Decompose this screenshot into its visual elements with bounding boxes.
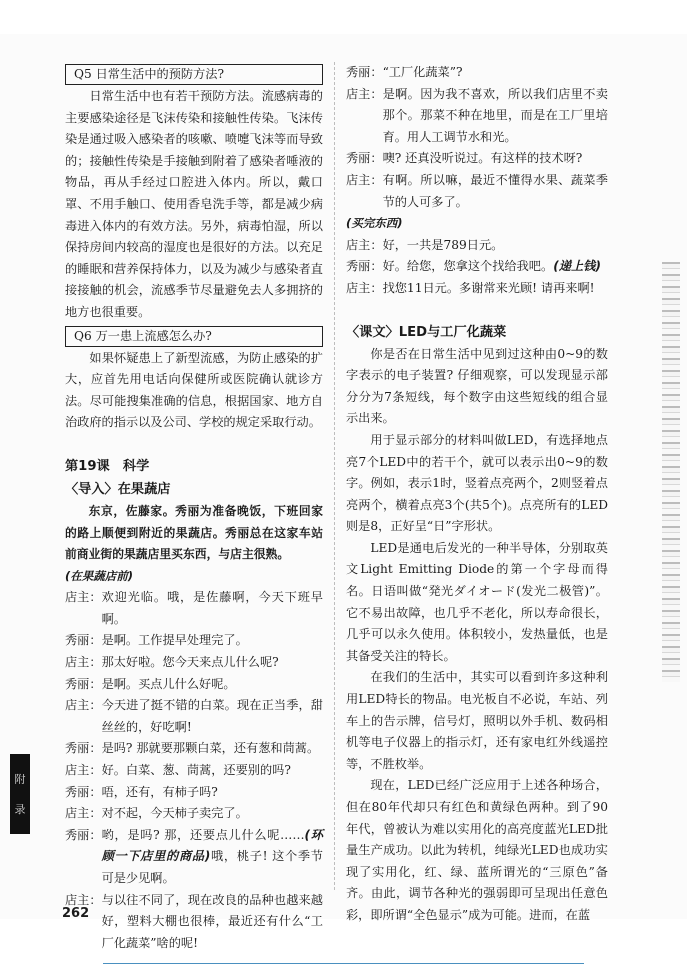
bottom-rule: [103, 963, 584, 964]
dialogue-text: 好。白菜、葱、茼蒿，还要别的吗?: [101, 763, 291, 778]
inline-stage-direction: (环顾一下店里的商品): [101, 827, 323, 864]
dialogue-line: [65, 760, 323, 782]
q6-heading: Q6 万一患上流感怎么办?: [74, 328, 212, 343]
inline-stage-direction: (递上钱): [553, 259, 601, 274]
dialogue-line: [346, 278, 608, 300]
speaker: 秀丽：: [65, 676, 102, 691]
body-paragraph: 你是否在日常生活中见到过这种由0~9的数字表示的电子装置? 仔细观察，可以发现显示部分分为7条短线，每个数字由这些短线的组合显示出来。: [346, 346, 608, 426]
q5-heading: Q5 日常生活中的预防方法?: [74, 67, 225, 81]
dialogue-line: [65, 803, 323, 825]
q6-heading-box: [65, 326, 323, 347]
intro-paragraph: 东京，佐藤家。秀丽为准备晚饭，下班回家的路上顺便到附近的果蔬店。秀丽总在这家车站前商业街的果蔬店里买东西，与店主很熟。: [65, 503, 323, 562]
speaker: 店主：: [65, 698, 102, 713]
dialogue-text: 那太好啦。您今天来点儿什么呢?: [101, 655, 279, 670]
dialogue-text: 今天进了挺不错的白菜。现在正当季，甜丝丝的，好吃啊!: [101, 698, 323, 734]
dialogue-text: 有啊。所以嘛，最近不懂得水果、蔬菜季节的人可多了。: [382, 172, 608, 209]
body-paragraph: 现在，LED已经广泛应用于上述各种场合，但在80年代却只有红色和黄绿色两种。到了90年代，曾被认为难以实用化的高亮度蓝光LED批量生产成功。以此为转机，纯绿光LED也成功实现了实用化，红、绿、蓝所谓光的“三原色”备齐。由此，调节各种光的强弱即可呈现出任意色彩，即所谓“全色显示”成为可能。进而，在蓝: [346, 778, 608, 922]
dialogue-text: 好，一共是789日元。: [382, 237, 504, 252]
speaker: 秀丽：: [65, 827, 102, 842]
dialogue-line: [65, 890, 323, 955]
speaker: 秀丽：: [346, 259, 383, 274]
dialogue-text: 与以往不同了，现在改良的品种也越来越好，塑料大棚也很棒，最近还有什么“工厂化蔬菜”啥的呢!: [101, 892, 323, 950]
speaker: 秀丽：: [65, 741, 102, 756]
stage-direction: (买完东西): [346, 216, 403, 231]
dialogue-text: [383, 256, 608, 278]
speaker: 店主：: [346, 280, 383, 295]
lesson-title: 第19课 科学: [65, 458, 150, 474]
dialogue-line: [65, 695, 323, 738]
speaker: 店主：: [65, 806, 102, 821]
page-number: 262: [62, 906, 90, 921]
dialogue-line: [65, 630, 323, 652]
section-title-intro: 〈导入〉在果蔬店: [65, 481, 171, 497]
dialogue-text: 唔，还有，有柿子吗?: [101, 784, 218, 799]
q6-body: 如果怀疑患上了新型流感，为防止感染的扩大，应首先用电话向保健所或医院确认就诊方法。尽可能搜集准确的信息，根据国家、地方自治政府的指示以及公司、学校的规定采取行动。: [65, 350, 323, 430]
dialogue-text: [102, 825, 323, 890]
dialogue-line: [346, 62, 608, 84]
side-tab-char: 录: [14, 803, 26, 816]
speaker: 店主：: [65, 892, 102, 907]
speaker: 秀丽：: [65, 633, 102, 648]
body-paragraph: 在我们的生活中，其实可以看到许多这种利用LED特长的物品。电光板自不必说，车站、列车上的告示牌，信号灯，照明以外手机、数码相机等电子仪器上的指示灯，还有家电红外线遥控等，不胜枚举。: [346, 670, 608, 771]
speaker: 店主：: [65, 763, 102, 778]
dialogue-text: 对不起，今天柿子卖完了。: [101, 806, 248, 821]
right-column: [346, 62, 608, 927]
stage-direction: (在果蔬店前): [65, 568, 134, 583]
dialogue-line: [346, 148, 608, 170]
left-column: [65, 62, 323, 954]
dialogue-line: [346, 235, 608, 257]
dialogue-line: [65, 825, 323, 890]
speaker: 秀丽：: [346, 65, 383, 79]
dialogue-text-part: 哦，桃子! 这个季节可是少见啊。: [101, 849, 323, 885]
speaker: 店主：: [65, 655, 102, 670]
speaker: 店主：: [346, 86, 383, 101]
speaker: 秀丽：: [65, 784, 102, 799]
dialogue-text: 是吗? 那就要那颗白菜，还有葱和茼蒿。: [101, 741, 320, 756]
dialogue-line: [346, 170, 608, 213]
dialogue-text: 是啊。工作提早处理完了。: [101, 633, 248, 648]
appendix-side-tab: [10, 754, 30, 834]
q5-body: 日常生活中也有若干预防方法。流感病毒的主要感染途径是飞沫传染和接触性传染。飞沫传染是通过吸入感染者的咳嗽、喷嚏飞沫等而导致的；接触性传染是手接触到附着了感染者唾液的物品，再从手经过口腔进入体内。所以，戴口罩、不用手触口、使用香皂洗手等，都是减少病毒进入体内的有效方法。另外，病毒怕湿，所以保持房间内较高的湿度也是很好的方法。以充足的睡眠和营养保持体力，以及为减少与感染者直接接触的机会，流感季节尽量避免去人多拥挤的地方也很重要。: [65, 89, 323, 319]
speaker: 店主：: [65, 590, 102, 605]
body-paragraph: 用于显示部分的材料叫做LED，有选择地点亮7个LED中的若干个，就可以表示出0~9的数字。例如，表示1时，竖着点亮两个，2则竖着点亮两个，横着点亮3个(共5个)。点亮所有的LED则是8，正好呈“日”字形状。: [346, 432, 608, 534]
dialogue-text: 找您11日元。多谢常来光顾! 请再来啊!: [382, 280, 595, 295]
speaker: 秀丽：: [346, 151, 383, 166]
column-divider: [334, 62, 335, 890]
dialogue-text: 是啊。买点儿什么好呢。: [101, 676, 236, 691]
dialogue-line: [65, 674, 323, 696]
dialogue-text: 噢? 还真没听说过。有这样的技术呀?: [382, 151, 583, 166]
dialogue-text: “工厂化蔬菜”?: [382, 65, 463, 79]
dialogue-line: [346, 84, 608, 149]
dialogue-line: [65, 738, 323, 760]
scan-edge-artifact: [662, 262, 680, 682]
q5-heading-box: [65, 64, 323, 85]
dialogue-text: 欢迎光临。哦，是佐藤啊，今天下班早啊。: [101, 590, 323, 626]
dialogue-line: [65, 652, 323, 674]
side-tab-char: 附: [14, 773, 26, 786]
spacer: [346, 300, 608, 321]
dialogue-line: [346, 256, 608, 278]
body-paragraph: LED是通电后发光的一种半导体，分别取英文Light Emitting Diode的第一个字母而得名。日语叫做“発光ダイオード(发光二极管)”。它不易出故障，也几乎不老化，所以寿命很长，几乎可以永久使用。体积较小，发热量低，也是其备受关注的特长。: [346, 540, 608, 663]
speaker: 店主：: [346, 172, 383, 187]
dialogue-text-part: 哟，是吗? 那，还要点儿什么呢……: [101, 827, 305, 842]
section-title-text: 〈课文〉LED与工厂化蔬菜: [346, 324, 507, 340]
dialogue-text-part: 好。给您，您拿这个找给我吧。: [382, 259, 554, 274]
dialogue-line: [65, 587, 323, 630]
dialogue-line: [65, 782, 323, 804]
dialogue-text: 是啊。因为我不喜欢，所以我们店里不卖那个。那菜不种在地里，而是在工厂里培育。用人工调节水和光。: [382, 86, 608, 144]
speaker: 店主：: [346, 237, 383, 252]
